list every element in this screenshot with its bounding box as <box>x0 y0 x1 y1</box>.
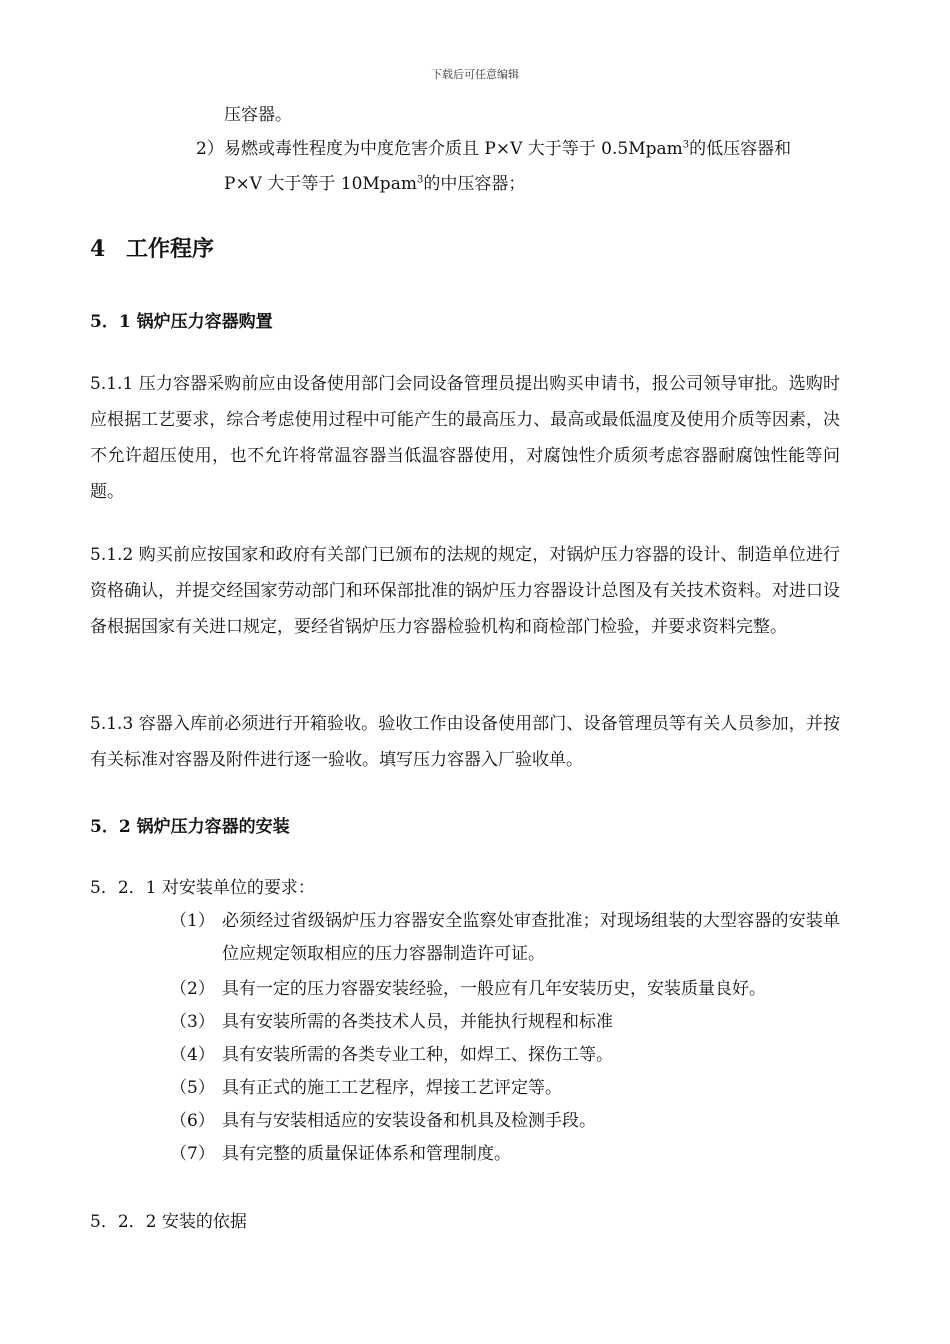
subsection-heading: 5．1 锅炉压力容器购置 <box>90 312 273 332</box>
section-number: 4 <box>90 236 106 262</box>
list-marker: （1） <box>170 911 215 931</box>
list-marker: （2） <box>170 979 215 999</box>
list-marker: （7） <box>170 1144 215 1164</box>
list-item-text: 具有与安装相适应的安装设备和机具及检测手段。 <box>222 1111 596 1131</box>
list-item <box>170 1006 840 1039</box>
subsection-heading: 5．2 锅炉压力容器的安装 <box>90 817 290 837</box>
section-title: 工作程序 <box>126 236 215 262</box>
paragraph-5-1-1: 5.1.1 压力容器采购前应由设备使用部门会同设备管理员提出购买申请书，报公司领导审批。选购时应根据工艺要求，综合考虑使用过程中可能产生的最高压力、最高或最低温度及使用介质等因素，决不允许超压使用，也不允许将常温容器当低温容器使用，对腐蚀性介质须考虑容器耐腐蚀性能等问题。 <box>90 374 840 502</box>
list-item <box>170 973 840 1006</box>
sub-heading-5-2-1: 5．2．1 对安装单位的要求： <box>90 878 315 898</box>
list-marker: （4） <box>170 1045 215 1065</box>
list-item <box>170 905 840 971</box>
list-marker: （5） <box>170 1078 215 1098</box>
list-item-text: 必须经过省级锅炉压力容器安全监察处审查批准；对现场组装的大型容器的安装单位应规定领取相应的压力容器制造许可证。 <box>222 911 840 964</box>
list-item <box>170 1072 840 1105</box>
list-item-text: 具有完整的质量保证体系和管理制度。 <box>222 1144 511 1164</box>
list-item-text: 具有一定的压力容器安装经验，一般应有几年安装历史，安装质量良好。 <box>222 979 766 999</box>
carry-over-line: 压容器。 <box>224 105 292 125</box>
list-item <box>170 1039 840 1072</box>
list-item-text: 具有安装所需的各类专业工种，如焊工、探伤工等。 <box>222 1045 613 1065</box>
header-note: 下载后可任意编辑 <box>431 68 519 81</box>
list-item-text-line1: 易燃或毒性程度为中度危害介质且 P×V 大于等于 0.5Mpam$^3$的低压容器和 <box>224 139 792 159</box>
list-item-text-line2: P×V 大于等于 10Mpam$^3$的中压容器； <box>224 174 526 194</box>
list-marker: 2） <box>196 139 224 159</box>
paragraph-5-1-3: 5.1.3 容器入库前必须进行开箱验收。验收工作由设备使用部门、设备管理员等有关人员参加，并按有关标准对容器及附件进行逐一验收。填写压力容器入厂验收单。 <box>90 714 840 770</box>
paragraph-5-1-2: 5.1.2 购买前应按国家和政府有关部门已颁布的法规的规定，对锅炉压力容器的设计、制造单位进行资格确认，并提交经国家劳动部门和环保部批准的锅炉压力容器设计总图及有关技术资料。对进口设备根据国家有关进口规定，要经省锅炉压力容器检验机构和商检部门检验，并要求资料完整。 <box>90 545 840 637</box>
list-item-text: 具有安装所需的各类技术人员，并能执行规程和标准 <box>222 1012 613 1032</box>
list-marker: （6） <box>170 1111 215 1131</box>
list-item-text: 具有正式的施工工艺程序，焊接工艺评定等。 <box>222 1078 562 1098</box>
list-marker: （3） <box>170 1012 215 1032</box>
section-heading <box>90 232 214 263</box>
sub-heading-5-2-2: 5．2．2 安装的依据 <box>90 1212 247 1232</box>
list-item <box>170 1105 840 1138</box>
list-item <box>170 1138 840 1171</box>
